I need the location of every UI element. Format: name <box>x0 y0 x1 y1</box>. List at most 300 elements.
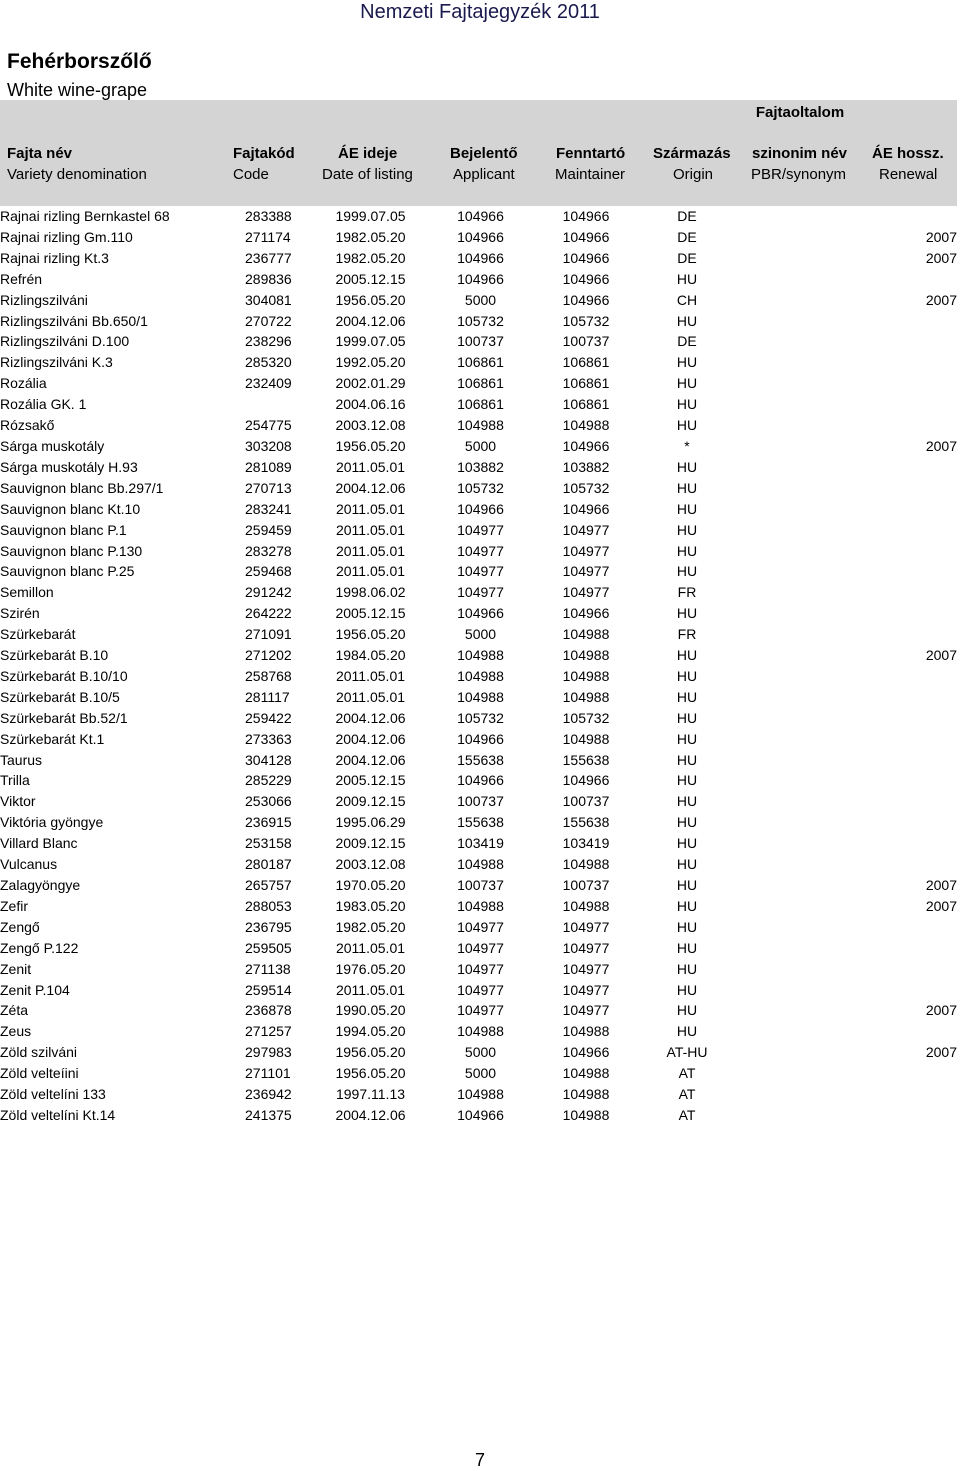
variety-name-cell: Szürkebarát B.10 <box>0 647 109 664</box>
renewal-cell: 2007 <box>925 249 957 266</box>
variety-name-cell: Rizlingszilváni D.100 <box>0 333 130 350</box>
applicant-code-cell: 104988 <box>457 1086 504 1103</box>
renewal-cell <box>849 269 957 290</box>
renewal-cell <box>849 603 957 624</box>
variety-code-cell: 285229 <box>245 772 292 789</box>
origin-cell: AT-HU <box>666 1044 708 1061</box>
synonym-cell <box>741 1105 849 1126</box>
variety-code-cell: 241375 <box>245 1106 292 1123</box>
col-header-hu-date: ÁE ideje <box>338 145 398 162</box>
variety-name-cell: Zöld szilváni <box>0 1044 78 1061</box>
renewal-cell: 2007 <box>925 1044 957 1061</box>
listing-date-cell: 2011.05.01 <box>335 521 406 538</box>
variety-code-cell: 280187 <box>245 856 292 873</box>
applicant-code-cell: 104988 <box>457 856 504 873</box>
applicant-code-cell: 5000 <box>464 291 497 308</box>
table-row <box>0 311 957 332</box>
variety-name-cell: Szürkebarát <box>0 626 76 643</box>
origin-cell: HU <box>676 751 698 768</box>
maintainer-code-cell: 155638 <box>562 751 610 768</box>
variety-code-cell: 236915 <box>245 814 292 831</box>
origin-cell: CH <box>676 291 698 308</box>
table-row <box>0 457 957 478</box>
variety-code-cell: 271138 <box>245 960 291 977</box>
maintainer-code-cell: 104988 <box>562 897 610 914</box>
maintainer-code-cell: 104977 <box>562 960 610 977</box>
variety-code-cell: 273363 <box>245 730 292 747</box>
renewal-cell: 2007 <box>925 437 957 454</box>
variety-code-cell: 265757 <box>245 877 292 893</box>
origin-cell: * <box>684 437 690 454</box>
variety-code-cell: 236942 <box>245 1086 292 1103</box>
variety-name-cell: Zefir <box>0 897 28 914</box>
listing-date-cell: 1956.05.20 <box>335 626 406 643</box>
variety-name-cell: Rozália <box>0 375 47 392</box>
maintainer-code-cell: 105732 <box>562 709 610 726</box>
variety-name-cell: Szürkebarát B.10/5 <box>0 688 120 705</box>
variety-name-cell: Rajnai rizling Gm.110 <box>0 228 133 245</box>
variety-code-cell: 254775 <box>245 417 292 434</box>
renewal-cell <box>849 980 957 1001</box>
variety-code-cell: 271101 <box>245 1065 291 1082</box>
table-row <box>0 394 957 415</box>
origin-cell: HU <box>676 542 698 559</box>
renewal-cell <box>849 1021 957 1042</box>
variety-name-cell: Zeus <box>0 1023 32 1040</box>
maintainer-code-cell: 105732 <box>562 479 610 496</box>
origin-cell: HU <box>676 709 698 726</box>
variety-code-cell: 259459 <box>245 521 292 538</box>
variety-name-cell: Viktória gyöngye <box>0 814 104 831</box>
origin-cell: HU <box>676 688 698 705</box>
applicant-code-cell: 104966 <box>457 208 504 224</box>
variety-name-cell: Taurus <box>0 751 43 768</box>
renewal-cell <box>849 582 957 603</box>
synonym-cell <box>741 812 849 833</box>
variety-name-cell: Rajnai rizling Kt.3 <box>0 249 109 266</box>
maintainer-code-cell: 106861 <box>562 354 610 371</box>
table-row <box>0 875 957 896</box>
synonym-cell <box>741 269 849 290</box>
maintainer-code-cell: 104988 <box>562 688 610 705</box>
origin-cell: HU <box>676 939 698 956</box>
variety-name-cell: Zengő P.122 <box>0 939 79 956</box>
table-row <box>0 708 957 729</box>
maintainer-code-cell: 104966 <box>562 772 610 789</box>
variety-code-cell: 283241 <box>245 500 292 517</box>
synonym-cell <box>741 394 849 415</box>
renewal-cell <box>849 666 957 687</box>
listing-date-cell: 2011.05.01 <box>335 688 406 705</box>
origin-cell: HU <box>676 897 698 914</box>
origin-cell: HU <box>676 981 698 998</box>
listing-date-cell: 2004.12.06 <box>335 1106 406 1123</box>
synonym-cell <box>741 541 849 562</box>
listing-date-cell: 2005.12.15 <box>335 270 406 287</box>
origin-cell: HU <box>676 856 698 873</box>
renewal-cell <box>849 1063 957 1084</box>
origin-cell: HU <box>676 417 698 434</box>
maintainer-code-cell: 104988 <box>562 1023 610 1040</box>
synonym-cell <box>741 729 849 750</box>
table-row <box>0 227 957 248</box>
applicant-code-cell: 106861 <box>457 354 504 371</box>
applicant-code-cell: 106861 <box>457 396 504 413</box>
maintainer-code-cell: 104966 <box>562 500 610 517</box>
applicant-code-cell: 103419 <box>457 835 504 852</box>
renewal-cell <box>849 833 957 854</box>
variety-code-cell: 270722 <box>245 312 292 329</box>
origin-cell: HU <box>676 270 698 287</box>
origin-cell: AT <box>678 1086 696 1103</box>
synonym-cell <box>741 1021 849 1042</box>
listing-date-cell: 2004.12.06 <box>335 730 406 747</box>
synonym-cell <box>741 331 849 352</box>
renewal-cell <box>849 373 957 394</box>
listing-date-cell: 2003.12.08 <box>335 417 406 434</box>
table-row <box>0 1063 957 1084</box>
listing-date-cell: 1956.05.20 <box>335 1044 406 1061</box>
variety-code-cell: 259505 <box>245 939 292 956</box>
listing-date-cell: 1956.05.20 <box>335 1065 406 1082</box>
origin-cell: HU <box>676 458 698 475</box>
variety-code-cell: 259468 <box>245 563 292 580</box>
maintainer-code-cell: 103419 <box>562 835 610 852</box>
synonym-cell <box>741 624 849 645</box>
synonym-cell <box>741 1084 849 1105</box>
table-row <box>0 206 957 227</box>
variety-code-cell: 271091 <box>245 626 292 643</box>
applicant-code-cell: 104966 <box>457 270 504 287</box>
variety-name-cell: Zöld veltelíni Kt.14 <box>0 1106 116 1123</box>
variety-code-cell: 259422 <box>245 709 292 726</box>
renewal-cell <box>849 1105 957 1126</box>
variety-name-cell: Rozália GK. 1 <box>0 396 87 413</box>
applicant-code-cell: 104966 <box>457 249 504 266</box>
section-title-hu: Fehérborszőlő <box>7 50 152 73</box>
synonym-cell <box>741 582 849 603</box>
variety-name-cell: Sauvignon blanc P.25 <box>0 563 135 580</box>
applicant-code-cell: 104977 <box>457 584 504 601</box>
renewal-cell <box>849 624 957 645</box>
synonym-cell <box>741 311 849 332</box>
maintainer-code-cell: 104966 <box>562 291 610 308</box>
synonym-cell <box>741 457 849 478</box>
table-row <box>0 791 957 812</box>
col-header-hu-name: Fajta név <box>7 145 73 162</box>
synonym-cell <box>741 770 849 791</box>
variety-code-cell: 236795 <box>245 918 292 935</box>
origin-cell: HU <box>676 793 698 810</box>
listing-date-cell: 1994.05.20 <box>335 1023 406 1040</box>
applicant-code-cell: 104988 <box>457 417 504 434</box>
listing-date-cell: 1970.05.20 <box>335 877 406 893</box>
renewal-cell <box>849 457 957 478</box>
table-row <box>0 541 957 562</box>
variety-code-cell: 281089 <box>245 458 292 475</box>
applicant-code-cell: 104977 <box>457 960 504 977</box>
listing-date-cell: 2011.05.01 <box>335 939 406 956</box>
variety-code-cell: 297983 <box>245 1044 292 1061</box>
variety-code-cell: 253158 <box>245 835 292 852</box>
applicant-code-cell: 104966 <box>457 730 504 747</box>
applicant-code-cell: 104977 <box>457 939 504 956</box>
origin-cell: HU <box>676 521 698 538</box>
variety-code-cell: 285320 <box>245 354 292 371</box>
table-row <box>0 959 957 980</box>
synonym-cell <box>741 896 849 917</box>
table-row <box>0 687 957 708</box>
maintainer-code-cell: 104966 <box>562 249 610 266</box>
listing-date-cell: 2004.12.06 <box>335 479 406 496</box>
listing-date-cell: 1997.11.13 <box>335 1086 406 1103</box>
variety-code-cell: 303208 <box>245 437 292 454</box>
table-row <box>0 1021 957 1042</box>
section-title-en: White wine-grape <box>7 80 148 100</box>
origin-cell: HU <box>676 835 698 852</box>
variety-code-cell: 232409 <box>245 375 292 392</box>
table-row <box>0 520 957 541</box>
maintainer-code-cell: 104977 <box>562 521 610 538</box>
col-header-en-maintainer: Maintainer <box>555 166 626 183</box>
listing-date-cell: 2004.12.06 <box>335 751 406 768</box>
col-header-hu-synonym: szinonim név <box>752 145 848 162</box>
origin-cell: HU <box>676 312 698 329</box>
variety-name-cell: Rizlingszilváni Bb.650/1 <box>0 312 148 329</box>
synonym-cell <box>741 352 849 373</box>
variety-code-cell: 253066 <box>245 793 292 810</box>
table-row <box>0 1042 957 1063</box>
table-row <box>0 1084 957 1105</box>
applicant-code-cell: 106861 <box>457 375 504 392</box>
renewal-cell <box>849 520 957 541</box>
maintainer-code-cell: 104977 <box>562 918 610 935</box>
table-row <box>0 436 957 457</box>
table-row <box>0 833 957 854</box>
renewal-cell <box>849 561 957 582</box>
maintainer-code-cell: 106861 <box>562 375 610 392</box>
origin-cell: DE <box>677 228 697 245</box>
renewal-cell <box>849 311 957 332</box>
variety-name-cell: Rajnai rizling Bernkastel 68 <box>0 208 170 224</box>
maintainer-code-cell: 104977 <box>562 939 610 956</box>
maintainer-code-cell: 104966 <box>562 605 610 622</box>
variety-name-cell: Zöld velteíini <box>0 1065 79 1082</box>
synonym-cell <box>741 959 849 980</box>
renewal-cell <box>849 791 957 812</box>
synonym-cell <box>741 980 849 1001</box>
renewal-cell: 2007 <box>925 647 957 664</box>
table-row <box>0 750 957 771</box>
maintainer-code-cell: 104977 <box>562 1002 610 1019</box>
synonym-cell <box>741 687 849 708</box>
listing-date-cell: 1956.05.20 <box>335 437 406 454</box>
variety-code-cell: 270713 <box>245 479 292 496</box>
renewal-cell <box>849 415 957 436</box>
applicant-code-cell: 5000 <box>464 626 497 643</box>
applicant-code-cell: 103882 <box>457 458 504 475</box>
table-row <box>0 666 957 687</box>
maintainer-code-cell: 104977 <box>562 563 610 580</box>
maintainer-code-cell: 155638 <box>562 814 610 831</box>
table-row <box>0 269 957 290</box>
renewal-cell: 2007 <box>925 291 957 308</box>
maintainer-code-cell: 104966 <box>562 437 610 454</box>
maintainer-code-cell: 104966 <box>562 270 610 287</box>
listing-date-cell: 2004.12.06 <box>335 312 406 329</box>
applicant-code-cell: 104977 <box>457 542 504 559</box>
variety-name-cell: Sauvignon blanc P.130 <box>0 542 143 559</box>
applicant-code-cell: 100737 <box>457 877 504 893</box>
listing-date-cell: 2004.12.06 <box>335 709 406 726</box>
applicant-code-cell: 104977 <box>457 521 504 538</box>
variety-name-cell: Villard Blanc <box>0 835 78 852</box>
renewal-cell <box>849 687 957 708</box>
maintainer-code-cell: 104988 <box>562 1086 610 1103</box>
origin-cell: HU <box>676 1023 698 1040</box>
origin-cell: FR <box>677 584 697 601</box>
renewal-cell: 2007 <box>925 1002 957 1019</box>
origin-cell: DE <box>677 333 697 350</box>
variety-name-cell: Vulcanus <box>0 856 58 873</box>
maintainer-code-cell: 104988 <box>562 647 610 664</box>
page-number: 7 <box>474 1450 485 1470</box>
origin-cell: AT <box>678 1065 696 1082</box>
table-row <box>0 938 957 959</box>
variety-table <box>0 206 957 1126</box>
variety-name-cell: Zenit P.104 <box>0 981 70 998</box>
maintainer-code-cell: 100737 <box>562 333 610 350</box>
variety-name-cell: Szirén <box>0 605 40 622</box>
table-row <box>0 645 957 666</box>
renewal-cell <box>849 854 957 875</box>
table-row <box>0 248 957 269</box>
listing-date-cell: 2009.12.15 <box>335 835 406 852</box>
maintainer-code-cell: 100737 <box>562 877 610 893</box>
table-row <box>0 896 957 917</box>
listing-date-cell: 2009.12.15 <box>335 793 406 810</box>
variety-code-cell: 281117 <box>245 688 290 705</box>
table-row <box>0 415 957 436</box>
table-row <box>0 854 957 875</box>
maintainer-code-cell: 104977 <box>562 542 610 559</box>
variety-code-cell: 259514 <box>245 981 292 998</box>
applicant-code-cell: 105732 <box>457 479 504 496</box>
table-row <box>0 561 957 582</box>
listing-date-cell: 2004.06.16 <box>335 396 406 413</box>
document-title: Nemzeti Fajtajegyzék 2011 <box>360 1 600 23</box>
renewal-cell <box>849 206 957 227</box>
variety-code-cell: 271174 <box>245 228 291 245</box>
listing-date-cell: 1990.05.20 <box>335 1002 406 1019</box>
group-header-fajtaoltalom: Fajtaoltalom <box>755 104 845 121</box>
variety-name-cell: Zéta <box>0 1002 29 1019</box>
table-row <box>0 917 957 938</box>
synonym-cell <box>741 917 849 938</box>
origin-cell: HU <box>676 730 698 747</box>
col-header-en-date: Date of listing <box>322 166 413 183</box>
renewal-cell <box>849 1084 957 1105</box>
variety-name-cell: Zöld veltelíni 133 <box>0 1086 106 1103</box>
origin-cell: HU <box>676 605 698 622</box>
maintainer-code-cell: 104977 <box>562 981 610 998</box>
origin-cell: AT <box>678 1106 696 1123</box>
table-row <box>0 352 957 373</box>
listing-date-cell: 2011.05.01 <box>335 500 406 517</box>
table-row <box>0 331 957 352</box>
origin-cell: HU <box>676 918 698 935</box>
renewal-cell <box>849 770 957 791</box>
listing-date-cell: 1982.05.20 <box>335 918 406 935</box>
applicant-code-cell: 105732 <box>457 312 504 329</box>
applicant-code-cell: 104988 <box>457 1023 504 1040</box>
variety-name-cell: Szürkebarát B.10/10 <box>0 667 128 684</box>
renewal-cell <box>849 750 957 771</box>
synonym-cell <box>741 750 849 771</box>
table-row <box>0 603 957 624</box>
renewal-cell <box>849 352 957 373</box>
listing-date-cell: 2003.12.08 <box>335 856 406 873</box>
variety-code-cell: 236777 <box>245 249 292 266</box>
listing-date-cell: 1992.05.20 <box>335 354 406 371</box>
maintainer-code-cell: 104966 <box>562 1044 610 1061</box>
synonym-cell <box>741 248 849 269</box>
origin-cell: HU <box>676 354 698 371</box>
synonym-cell <box>741 603 849 624</box>
col-header-en-synonym: PBR/synonym <box>751 166 847 183</box>
applicant-code-cell: 104977 <box>457 563 504 580</box>
synonym-cell <box>741 938 849 959</box>
listing-date-cell: 1995.06.29 <box>335 814 406 831</box>
variety-code-cell: 271257 <box>245 1023 292 1040</box>
applicant-code-cell: 104966 <box>457 605 504 622</box>
variety-code-cell: 283278 <box>245 542 292 559</box>
synonym-cell <box>741 708 849 729</box>
variety-name-cell: Zengő <box>0 918 40 935</box>
variety-code-cell: 264222 <box>245 605 292 622</box>
applicant-code-cell: 155638 <box>457 751 504 768</box>
variety-code-cell: 304128 <box>245 751 292 768</box>
applicant-code-cell: 104988 <box>457 688 504 705</box>
variety-code-cell: 283388 <box>245 208 292 224</box>
col-header-en-renewal: Renewal <box>879 166 938 183</box>
synonym-cell <box>741 1063 849 1084</box>
col-header-hu-applicant: Bejelentő <box>450 145 518 162</box>
synonym-cell <box>741 499 849 520</box>
applicant-code-cell: 104966 <box>457 1106 504 1123</box>
origin-cell: HU <box>676 772 698 789</box>
applicant-code-cell: 5000 <box>464 1044 497 1061</box>
table-row <box>0 812 957 833</box>
synonym-cell <box>741 875 849 896</box>
table-row <box>0 290 957 311</box>
variety-name-cell: Szürkebarát Kt.1 <box>0 730 105 747</box>
renewal-cell <box>849 917 957 938</box>
col-header-hu-origin: Származás <box>653 145 731 162</box>
applicant-code-cell: 5000 <box>464 437 497 454</box>
synonym-cell <box>741 791 849 812</box>
listing-date-cell: 1983.05.20 <box>335 897 406 914</box>
col-header-en-name: Variety denomination <box>7 166 147 183</box>
variety-name-cell: Zalagyöngye <box>0 877 81 893</box>
synonym-cell <box>741 645 849 666</box>
synonym-cell <box>741 520 849 541</box>
synonym-cell <box>741 206 849 227</box>
table-row <box>0 624 957 645</box>
variety-name-cell: Sauvignon blanc Kt.10 <box>0 500 141 517</box>
applicant-code-cell: 104988 <box>457 647 504 664</box>
variety-table-body <box>0 206 957 1126</box>
